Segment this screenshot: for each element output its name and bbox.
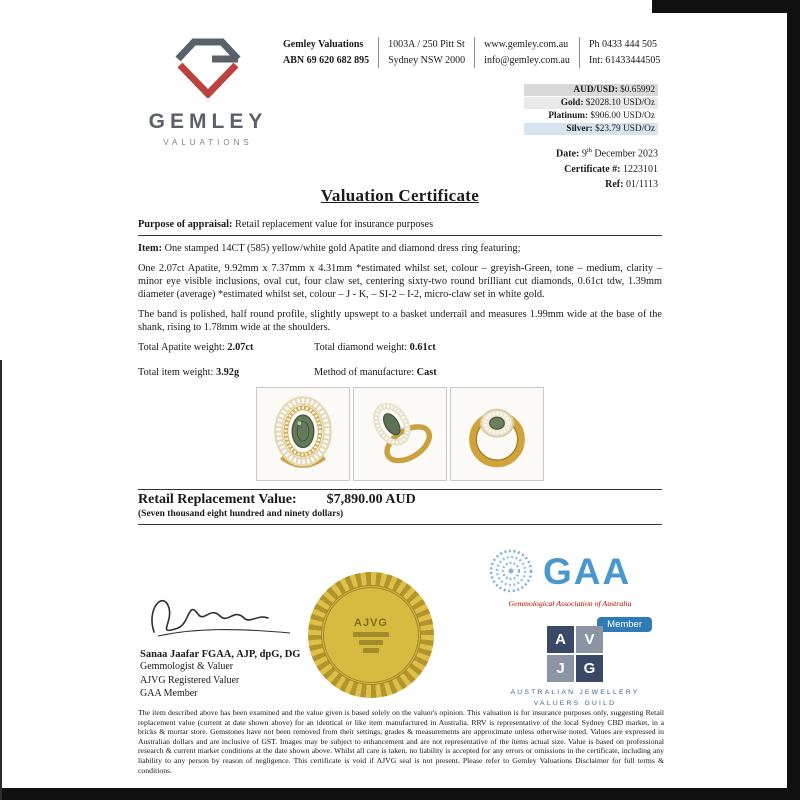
certificate-body (138, 218, 662, 525)
page-title: Valuation Certificate (320, 186, 480, 205)
gaa-logo-block (488, 548, 652, 632)
seal-text: AJVG (354, 617, 388, 629)
rate-value: $906.00 USD/Oz (588, 111, 655, 121)
band-description-paragraph: The band is polished, half round profile, slightly upswept to a basket underrail and measures 1.99mm wide at the base of the shank, rising to 1.78mm wide at the shoulders. (138, 309, 662, 333)
avjg-guild-line2: VALUERS GUILD (533, 700, 617, 707)
avjg-square-j: J (547, 655, 574, 682)
retail-value-line (138, 493, 662, 506)
valuer-role-2: AJVG Registered Valuer (140, 674, 240, 686)
weights-grid (138, 341, 662, 379)
rate-label: Silver: (566, 124, 593, 134)
retail-value-block (138, 489, 662, 525)
scan-edge-bottom (0, 788, 800, 800)
ring-photo-top (450, 387, 544, 481)
valuer-role-1: Gemmologist & Valuer (140, 661, 234, 672)
ring-top-image (452, 389, 542, 479)
avjg-square-v: V (576, 626, 603, 653)
retail-value-words: (Seven thousand eight hundred and ninety dollars) (138, 509, 344, 519)
purpose-line (138, 218, 662, 231)
diamond-weight-label: Total diamond weight: (314, 342, 408, 353)
certificate-number-line (556, 162, 658, 178)
email-text: info@gemley.com.au (484, 54, 570, 66)
retail-value-amount: $7,890.00 AUD (326, 492, 416, 507)
avjg-guild-line1: AUSTRALIAN JEWELLERY (510, 689, 640, 696)
item-label: Item: (138, 243, 163, 254)
address-line1: 1003A / 250 Pitt St (388, 39, 465, 50)
date-ordinal: th (586, 147, 592, 154)
ref-label: Ref: (605, 179, 624, 191)
avjg-logo-block (490, 626, 660, 707)
rate-label: AUD/USD: (573, 85, 618, 95)
website-text: www.gemley.com.au (484, 39, 569, 50)
rate-value: $0.65992 (617, 85, 655, 95)
diamond-weight-value: 0.61ct (409, 342, 436, 353)
address-line2: Sydney NSW 2000 (388, 54, 466, 66)
ring-photo-front (256, 387, 350, 481)
contact-address-col (379, 37, 474, 68)
avjg-letter-grid (547, 626, 603, 682)
ring-photos (138, 387, 662, 481)
scan-edge-right (787, 0, 800, 800)
gaa-acronym: GAA (543, 550, 632, 592)
gemley-logo (146, 36, 270, 147)
contact-web-col (475, 37, 579, 68)
header-contact (283, 37, 669, 68)
company-name: Gemley Valuations (283, 39, 364, 50)
certificate-number: 1223101 (620, 163, 658, 175)
ref-number: 01/1113 (623, 179, 658, 191)
logo-subtitle: VALUATIONS (163, 138, 253, 147)
purpose-label: Purpose of appraisal: (138, 219, 233, 230)
contact-phone-col (580, 37, 669, 68)
avjg-square-a: A (547, 626, 574, 653)
gaa-member-badge: Member (597, 617, 652, 632)
horizontal-rule (138, 235, 662, 236)
rate-audusd (524, 84, 658, 96)
gemley-diamond-icon (168, 36, 248, 98)
date-line (556, 146, 658, 162)
rate-label: Platinum: (548, 111, 589, 121)
date-rest: December 2023 (591, 148, 658, 160)
phone-intl-text: Int: 61433444505 (588, 54, 661, 66)
rate-value: $2028.10 USD/Oz (583, 98, 655, 108)
item-weight-label: Total item weight: (138, 367, 214, 378)
manufacture-method-value: Cast (416, 367, 437, 378)
scan-edge-left (0, 360, 2, 800)
ring-angled-image (355, 389, 445, 479)
item-weight (138, 366, 314, 379)
signature-block (140, 586, 372, 701)
rate-gold (524, 97, 658, 109)
gaa-subtitle: Gemmological Association of Australia (508, 599, 632, 608)
item-text: One stamped 14CT (585) yellow/white gold Apatite and diamond dress ring featuring; (162, 243, 521, 254)
signature-scribble (140, 586, 340, 642)
disclaimer-text: The item described above has been examined and the value given is based solely on the valuer's opinion. This valuation is for insurance purposes only, suggesting Retail replacement value (current at date shown above) for an identical or like item manufactured in Australia. RRV is representative of the local Sydney CBD market, in a bricks & mortar store. Gemstones have not been removed from their settings, grades & measurements are approximate unless otherwise noted. Values are expressed in Australian dollars and are inclusive of GST. Images may be subject to enhancement and are not representative of the items actual size. Value is based on professional research & current market conditions at the date shown above. Whilst all care is taken, no liability is accepted for any errors or omissions in the certificate, including any liability to any person by reason of negligence. This certificate is void if AJVG seal is not present. Please refer to Gemley Valuations Disclaimer for full terms & conditions. (138, 708, 664, 775)
gaa-emblem-icon (488, 548, 534, 594)
apatite-weight-value: 2.07ct (227, 342, 254, 353)
scan-edge-top (652, 0, 788, 13)
metal-rates (524, 84, 658, 136)
gaa-logo-top (488, 548, 652, 594)
purpose-text: Retail replacement value for insurance purposes (232, 219, 434, 230)
phone-text: Ph 0433 444 505 (588, 39, 657, 50)
manufacture-method (314, 366, 662, 379)
manufacture-method-label: Method of manufacture: (314, 367, 415, 378)
apatite-weight-label: Total Apatite weight: (138, 342, 225, 353)
retail-value-label: Retail Replacement Value: (138, 492, 297, 507)
ring-photo-angled (353, 387, 447, 481)
diamond-weight (314, 341, 662, 354)
rate-value: $23.79 USD/Oz (592, 124, 655, 134)
avjg-square-g: G (576, 655, 603, 682)
company-abn: ABN 69 620 682 895 (283, 54, 370, 66)
rate-platinum (524, 110, 658, 122)
rate-silver (524, 123, 658, 135)
date-label: Date: (556, 148, 580, 160)
valuer-name: Sanaa Jaafar FGAA, AJP, dpG, DG (140, 649, 301, 660)
certificate-label: Certificate #: (564, 163, 621, 175)
item-weight-value: 3.92g (215, 367, 240, 378)
valuer-role-3: GAA Member (140, 688, 198, 699)
stone-description-paragraph: One 2.07ct Apatite, 9.92mm x 7.37mm x 4.31mm *estimated whilst set, colour – greyish-Green, tone – medium, clarity – minor eye visible inclusions, oval cut, four claw set, centering sixty-two round brilliant cut diamonds, 0.61ct tdw, 1.39mm diameter (average) *estimated whilst set, colour – J - K, – SI-2 – I-2, micro-claw set in white gold. (138, 263, 662, 300)
item-line (138, 242, 662, 255)
date-day: 9 (579, 148, 587, 160)
ring-front-image (258, 389, 348, 479)
rate-label: Gold: (560, 98, 584, 108)
contact-company-col (283, 37, 378, 68)
apatite-weight (138, 341, 314, 354)
logo-name: GEMLEY (148, 110, 268, 133)
